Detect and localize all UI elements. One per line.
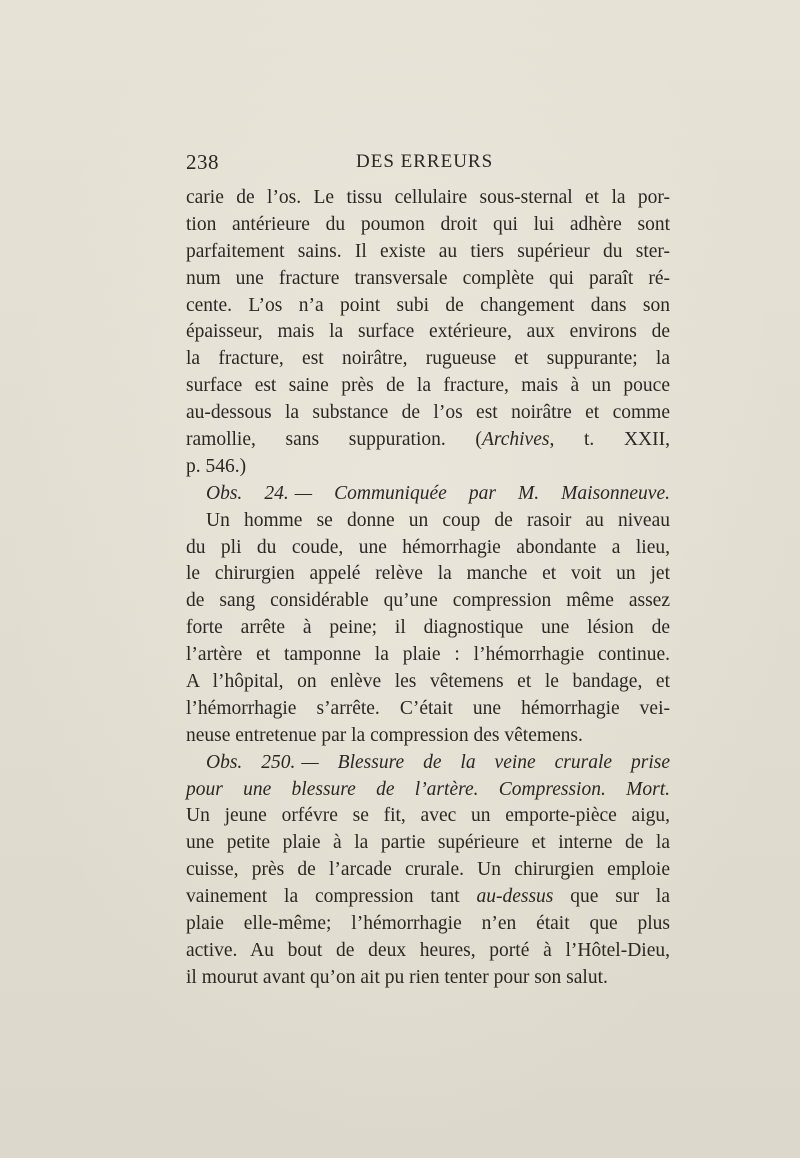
text-line: forte arrête à peine; il diagnostique une lésion de [186, 617, 670, 639]
citation-source: Archives [481, 429, 550, 451]
observation-title: — Communiquée par M. Maisonneuve. [294, 482, 670, 504]
text-line: Un jeune orfévre se fit, avec un emporte-pièce aigu, [186, 805, 670, 827]
text-line: neuse entretenue par la compression des vêtemens. [186, 724, 583, 746]
text-line: la fracture, est noirâtre, rugueuse et suppurante; la [186, 348, 670, 370]
observation-label: Obs. 24. [206, 482, 289, 504]
observation-title-continued: pour une blessure de l’artère. Compression. Mort. [186, 778, 670, 800]
text-fragment: que sur la [553, 886, 670, 908]
running-title: DES ERREURS [356, 151, 494, 172]
running-head [186, 150, 670, 178]
observation-label: Obs. 250. [206, 751, 296, 773]
text-fragment: ramollie, sans suppuration. ( [186, 429, 482, 451]
page-number: 238 [186, 150, 219, 174]
body-text [186, 185, 670, 992]
text-line: A l’hôpital, on enlève les vêtemens et le bandage, et [186, 671, 670, 693]
emphasis: au-dessus [476, 886, 554, 908]
text-line: parfaitement sains. Il existe au tiers supérieur du ster- [186, 240, 670, 262]
text-line: cuisse, près de l’arcade crurale. Un chirurgien emploie [186, 859, 670, 881]
text-line: num une fracture transversale complète qui paraît ré- [186, 267, 670, 289]
text-line: une petite plaie à la partie supérieure et interne de la [186, 832, 670, 854]
text-line: Un homme se donne un coup de rasoir au niveau [206, 509, 670, 531]
text-line: l’artère et tamponne la plaie : l’hémorrhagie continue. [186, 644, 670, 666]
text-line: tion antérieure du poumon droit qui lui adhère sont [186, 213, 670, 235]
text-line [186, 427, 670, 454]
text-line: surface est saine près de la fracture, mais à un pouce [186, 375, 670, 397]
text-fragment: , t. XXII, [549, 429, 671, 451]
text-line: le chirurgien appelé relève la manche et voit un jet [186, 563, 670, 585]
text-line: épaisseur, mais la surface extérieure, aux environs de [186, 321, 670, 343]
text-line: carie de l’os. Le tissu cellulaire sous-sternal et la por- [186, 187, 670, 208]
text-fragment: vainement la compression tant [186, 886, 477, 908]
text-line: du pli du coude, une hémorrhagie abondante a lieu, [186, 536, 670, 558]
text-line: l’hémorrhagie s’arrête. C’était une hémorrhagie vei- [186, 697, 670, 719]
text-line: cente. L’os n’a point subi de changement dans son [186, 294, 670, 316]
text-line: plaie elle-même; l’hémorrhagie n’en était que plus [186, 913, 670, 935]
text-line: au-dessous la substance de l’os est noirâtre et comme [186, 402, 670, 424]
text-line: p. 546.) [186, 455, 247, 477]
text-line: active. Au bout de deux heures, porté à l’Hôtel-Dieu, [186, 939, 670, 961]
text-line: il mourut avant qu’on ait pu rien tenter pour son salut. [186, 966, 608, 988]
observation-title: — Blessure de la veine crurale prise [301, 751, 671, 773]
text-line [186, 884, 670, 911]
observation-heading [186, 750, 670, 777]
text-line: de sang considérable qu’une compression même assez [186, 590, 670, 612]
observation-heading [186, 481, 670, 508]
